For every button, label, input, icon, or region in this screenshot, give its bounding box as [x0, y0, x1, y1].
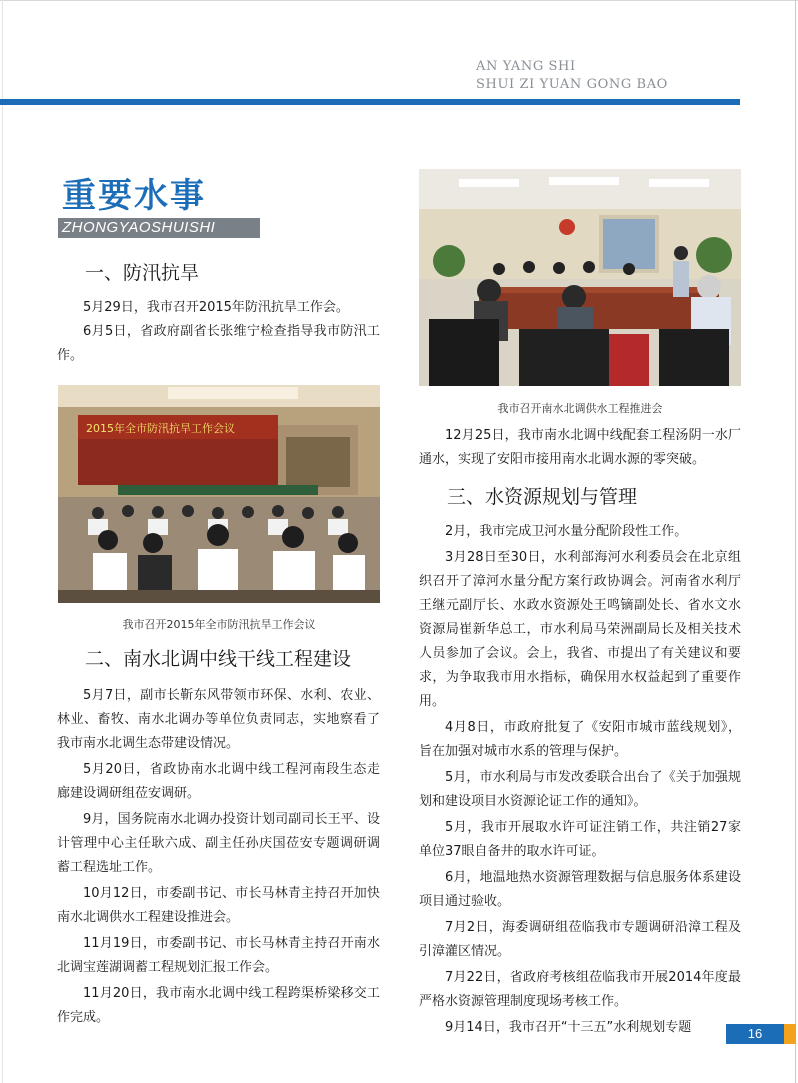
paragraph: 9月，国务院南水北调办投资计划司副司长王平、设计管理中心主任耿六成、副主任孙庆国莅安专题调研调蓄工程选址工作。 — [57, 812, 380, 875]
heading-flood-control: 一、防汛抗旱 — [85, 262, 200, 284]
right-column — [419, 424, 741, 1040]
paragraph: 5月7日，副市长靳东风带领市环保、水利、农业、林业、畜牧、南水北调办等单位负责同志，实地察看了我市南水北调生态带建设情况。 — [57, 688, 380, 751]
running-header-line2: SHUI ZI YUAN GONG BAO — [476, 77, 668, 92]
section-subtitle: ZHONGYAOSHUISHI — [58, 218, 260, 238]
paragraph: 11月19日，市委副书记、市长马林青主持召开南水北调宝莲湖调蓄工程规划汇报工作会。 — [57, 936, 380, 975]
heading-water-resource-planning: 三、水资源规划与管理 — [447, 486, 638, 508]
running-header-line1: AN YANG SHI — [476, 59, 576, 74]
running-header — [476, 58, 668, 94]
paragraph: 3月28日至30日，水利部海河水利委员会在北京组织召开了漳河水量分配方案行政协调会。河南省水利厅王继元副厅长、水政水资源处王鸣镝副处长、省水文水资源局崔新华总工，市水利局马荣洲副局长及相关技术人员参加了会议。会上，我省、市提出了有关建议和要求，为争取我市用水指标，确保用水权益起到了重要作用。 — [419, 550, 741, 709]
page-number-accent — [784, 1024, 796, 1044]
left-column-lower — [57, 644, 380, 1030]
page-border-left — [2, 0, 3, 1083]
photo-water-supply-meeting — [419, 169, 741, 386]
paragraph: 12月25日，我市南水北调中线配套工程汤阴一水厂通水，实现了安阳市接用南水北调水源的零突破。 — [419, 428, 741, 467]
paragraph: 6月5日，省政府副省长张维宁检查指导我市防汛工作。 — [57, 324, 380, 363]
photo-caption-water-supply: 我市召开南水北调供水工程推进会 — [497, 402, 663, 415]
banner-text: 2015年全市防汛抗旱工作会议 — [86, 422, 235, 435]
paragraph: 5月，我市开展取水许可证注销工作，共注销27家单位37眼自备井的取水许可证。 — [419, 820, 741, 859]
page-border-top — [0, 0, 798, 1]
paragraph: 9月14日，我市召开“十三五”水利规划专题 — [445, 1020, 692, 1035]
page-number: 16 — [726, 1024, 784, 1044]
heading-south-north-water: 二、南水北调中线干线工程建设 — [85, 648, 352, 670]
paragraph: 10月12日，市委副书记、市长马林青主持召开加快南水北调供水工程建设推进会。 — [57, 886, 380, 925]
page-border-right — [795, 0, 796, 1083]
paragraph: 7月2日，海委调研组莅临我市专题调研沿漳工程及引漳灌区情况。 — [419, 920, 741, 959]
paragraph: 5月29日，我市召开2015年防汛抗旱工作会。 — [83, 300, 349, 315]
paragraph: 2月，我市完成卫河水量分配阶段性工作。 — [445, 524, 688, 539]
section-title: 重要水事 — [62, 176, 206, 216]
paragraph: 6月，地温地热水资源管理数据与信息服务体系建设项目通过验收。 — [419, 870, 741, 909]
paragraph: 11月20日，我市南水北调中线工程跨渠桥梁移交工作完成。 — [57, 986, 380, 1025]
left-column — [57, 258, 380, 368]
photo-caption-flood: 我市召开2015年全市防汛抗旱工作会议 — [122, 618, 316, 631]
photo-flood-meeting — [58, 385, 380, 603]
paragraph: 7月22日，省政府考核组莅临我市开展2014年度最严格水资源管理制度现场考核工作。 — [419, 970, 741, 1009]
paragraph: 5月，市水利局与市发改委联合出台了《关于加强规划和建设项目水资源论证工作的通知》。 — [419, 770, 741, 809]
paragraph: 5月20日，省政协南水北调中线工程河南段生态走廊建设调研组莅安调研。 — [57, 762, 380, 801]
paragraph: 4月8日，市政府批复了《安阳市城市蓝线规划》，旨在加强对城市水系的管理与保护。 — [419, 720, 741, 759]
header-rule — [0, 99, 740, 105]
